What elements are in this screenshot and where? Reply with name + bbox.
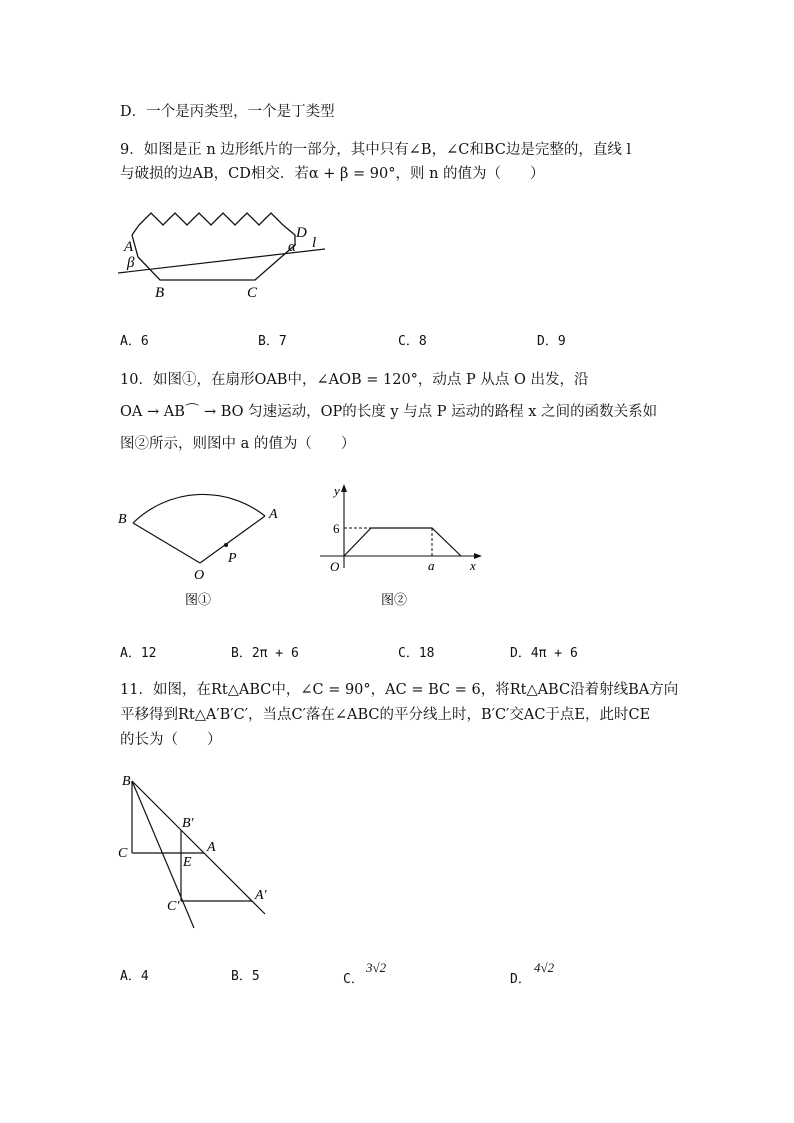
q11-option-a: A．4 <box>120 969 149 984</box>
q11-stem-line3: 的长为（ ） <box>120 732 222 748</box>
q10-fig1-label-b: B <box>118 512 127 527</box>
q10-stem-line3: 图②所示，则图中 a 的值为（ ） <box>120 436 356 452</box>
q9-option-b: B．7 <box>258 334 287 349</box>
q10-fig1-label-a: A <box>269 507 278 522</box>
q10-fig2-label-6: 6 <box>333 521 340 536</box>
q9-option-d: D．9 <box>537 334 566 349</box>
q9-option-a: A．6 <box>120 334 149 349</box>
q9-label-beta: β <box>127 255 135 271</box>
q9-stem-line2: 与破损的边AB，CD相交．若α + β = 90°，则 n 的值为（ ） <box>120 166 545 182</box>
q10-fig2-label-o: O <box>330 559 340 574</box>
q11-option-c-math: 3√2 <box>366 960 387 975</box>
q11-label-a: A <box>207 840 216 855</box>
q11-option-b: B．5 <box>231 969 260 984</box>
q10-fig2-caption: 图② <box>381 592 408 607</box>
q9-label-d: D <box>296 225 307 241</box>
q9-label-alpha: α <box>288 239 296 255</box>
q11-stem-line2: 平移得到Rt△A′B′C′，当点C′落在∠ABC的平分线上时，B′C′交AC于点E，此时CE <box>120 707 651 723</box>
q11-option-c: C． <box>343 972 364 987</box>
q11-label-ap: A′ <box>255 888 267 903</box>
q10-fig2-label-x: x <box>470 558 476 573</box>
q10-point-p <box>224 543 228 547</box>
q11-label-b: B <box>122 774 131 789</box>
q10-figure-2 <box>315 478 495 608</box>
q9-label-l: l <box>312 235 317 251</box>
q11-figure <box>115 768 285 938</box>
q9-polygon <box>132 213 295 280</box>
q11-label-c: C <box>118 846 128 861</box>
q11-option-d: D． <box>510 972 531 987</box>
q11-stem-line1: 11．如图，在Rt△ABC中，∠C = 90°，AC = BC = 6，将Rt△ABC沿着射线BA方向 <box>120 682 679 698</box>
q10-fig1-label-p: P <box>228 551 237 566</box>
q9-label-c: C <box>247 285 258 301</box>
q10-fig1-caption: 图① <box>185 592 212 607</box>
q9-figure <box>115 205 335 305</box>
q9-option-c: C．8 <box>398 334 427 349</box>
q10-figure-1 <box>115 478 295 608</box>
q11-option-d-math: 4√2 <box>534 960 555 975</box>
q10-y-arrow <box>341 484 347 492</box>
q9-stem-line1: 9．如图是正 n 边形纸片的一部分，其中只有∠B，∠C和BC边是完整的，直线 l <box>120 142 632 158</box>
q10-fig2-label-y: y <box>334 483 340 498</box>
q10-graph-line <box>344 528 461 556</box>
q10-stem-line1: 10．如图①，在扇形OAB中，∠AOB = 120°，动点 P 从点 O 出发，沿 <box>120 372 589 388</box>
q11-label-e: E <box>183 855 192 870</box>
q11-label-cp: C′ <box>167 899 180 914</box>
q10-option-b: B．2π + 6 <box>231 646 299 661</box>
q10-fig2-label-a: a <box>428 558 435 573</box>
q10-option-c: C．18 <box>398 646 435 661</box>
q10-sector-arc <box>133 494 265 523</box>
q11-ray-ba <box>132 781 265 914</box>
q9-label-b: B <box>155 285 165 301</box>
q10-fig1-label-o: O <box>194 568 205 583</box>
q10-option-a: A．12 <box>120 646 157 661</box>
q10-option-d: D．4π + 6 <box>510 646 578 661</box>
q8-option-d: D．一个是丙类型，一个是丁类型 <box>120 104 335 120</box>
q10-radius-ob <box>133 523 200 563</box>
q10-stem-line2: OA → AB⌒ → BO 匀速运动，OP的长度 y 与点 P 运动的路程 x 之间的函数关系如 <box>120 404 658 420</box>
q9-label-a: A <box>124 239 134 255</box>
q11-label-bp: B′ <box>182 816 194 831</box>
